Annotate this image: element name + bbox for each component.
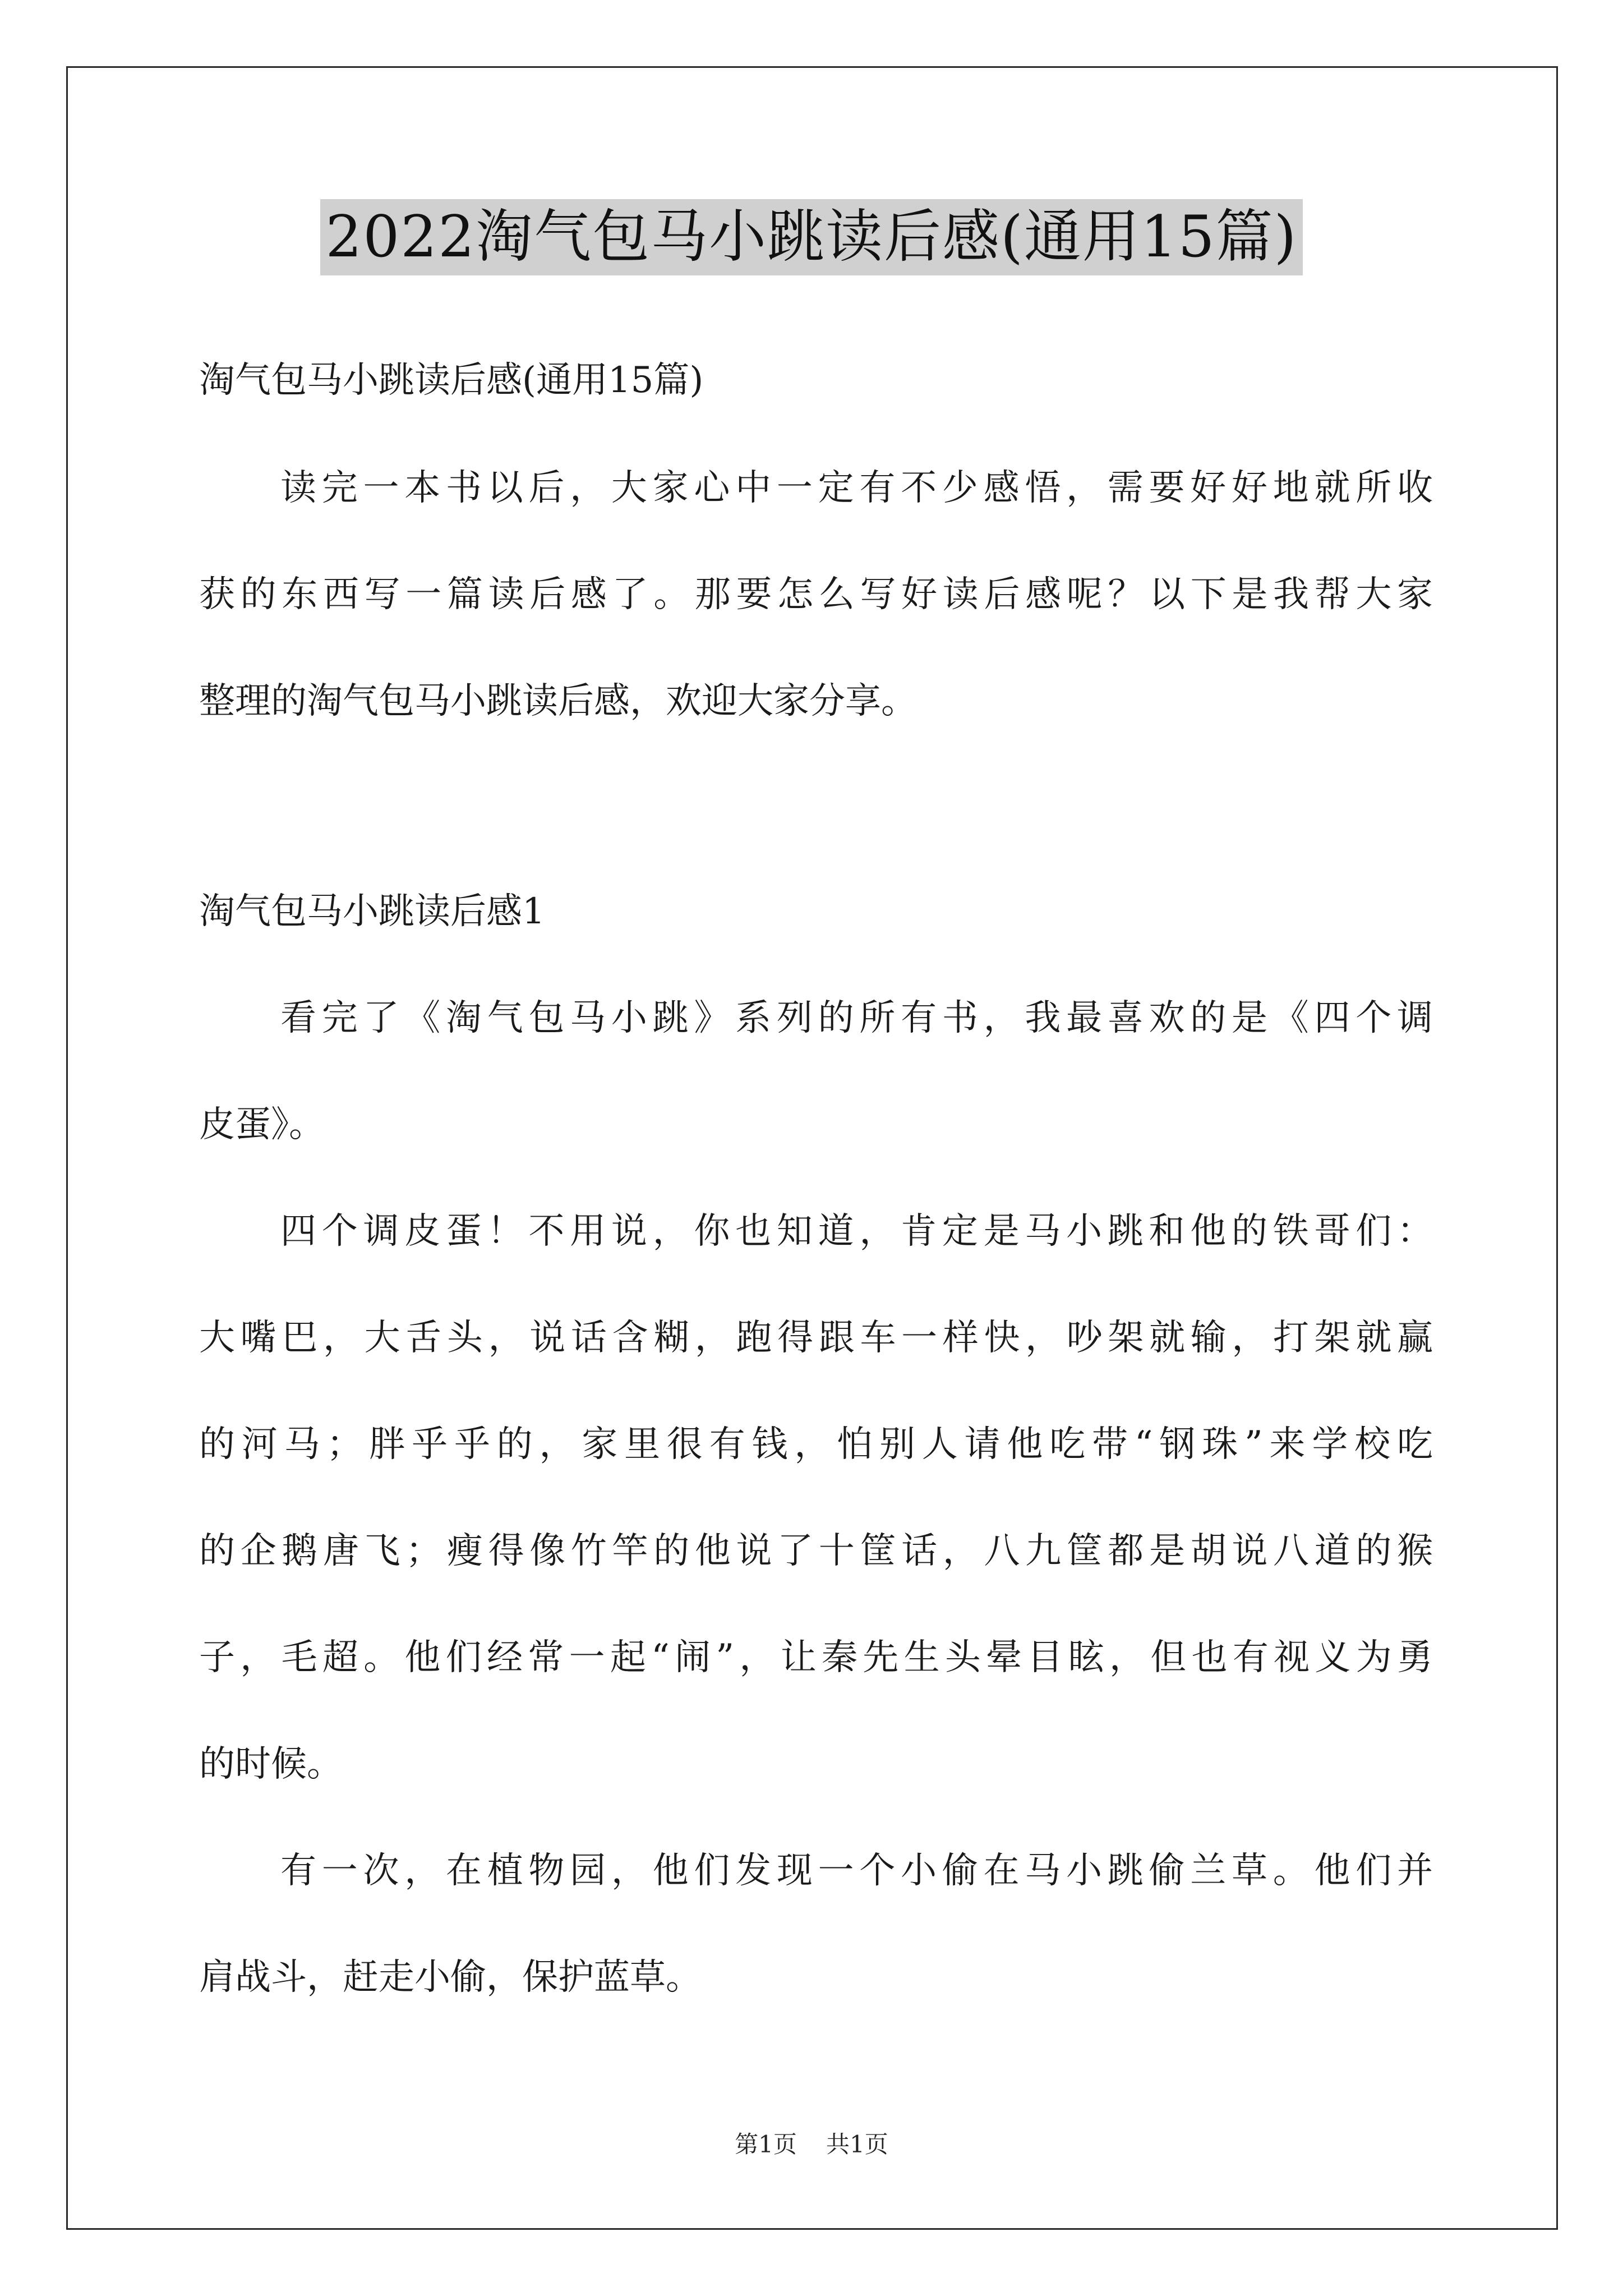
- paragraph-line: 子，毛超。他们经常一起“闹”，让秦先生头晕目眩，但也有视义为勇: [199, 1637, 1433, 1678]
- paragraph-line: 皮蛋》。: [199, 1104, 325, 1145]
- paragraph-line: 的企鹅唐飞；瘦得像竹竿的他说了十筐话，八九筐都是胡说八道的猴: [199, 1530, 1433, 1572]
- page-total: 共1页: [826, 2131, 888, 2158]
- paragraph-line: 有一次，在植物园，他们发现一个小偷在马小跳偷兰草。他们并: [280, 1850, 1433, 1892]
- page-footer: [0, 2129, 1623, 2160]
- section-heading: 淘气包马小跳读后感1: [199, 891, 545, 932]
- subtitle: 淘气包马小跳读后感(通用15篇): [199, 360, 704, 401]
- intro-line: 获的东西写一篇读后感了。那要怎么写好读后感呢？以下是我帮大家: [199, 574, 1433, 615]
- paragraph-line: 肩战斗，赶走小偷，保护蓝草。: [199, 1957, 702, 1998]
- paragraph-line: 的时候。: [199, 1743, 343, 1785]
- intro-line: 整理的淘气包马小跳读后感，欢迎大家分享。: [199, 680, 917, 722]
- paragraph-line: 的河马；胖乎乎的，家里很有钱，怕别人请他吃带“钢珠”来学校吃: [199, 1424, 1433, 1465]
- page-title: 2022淘气包马小跳读后感(通用15篇): [320, 199, 1303, 275]
- title-container: [0, 199, 1623, 275]
- paragraph-line: 大嘴巴，大舌头，说话含糊，跑得跟车一样快，吵架就输，打架就赢: [199, 1317, 1433, 1359]
- page-number: 第1页: [735, 2131, 797, 2158]
- paragraph-line: 四个调皮蛋！不用说，你也知道，肯定是马小跳和他的铁哥们：: [280, 1211, 1433, 1252]
- intro-line: 读完一本书以后，大家心中一定有不少感悟，需要好好地就所收: [280, 467, 1433, 509]
- paragraph-line: 看完了《淘气包马小跳》系列的所有书，我最喜欢的是《四个调: [280, 997, 1433, 1039]
